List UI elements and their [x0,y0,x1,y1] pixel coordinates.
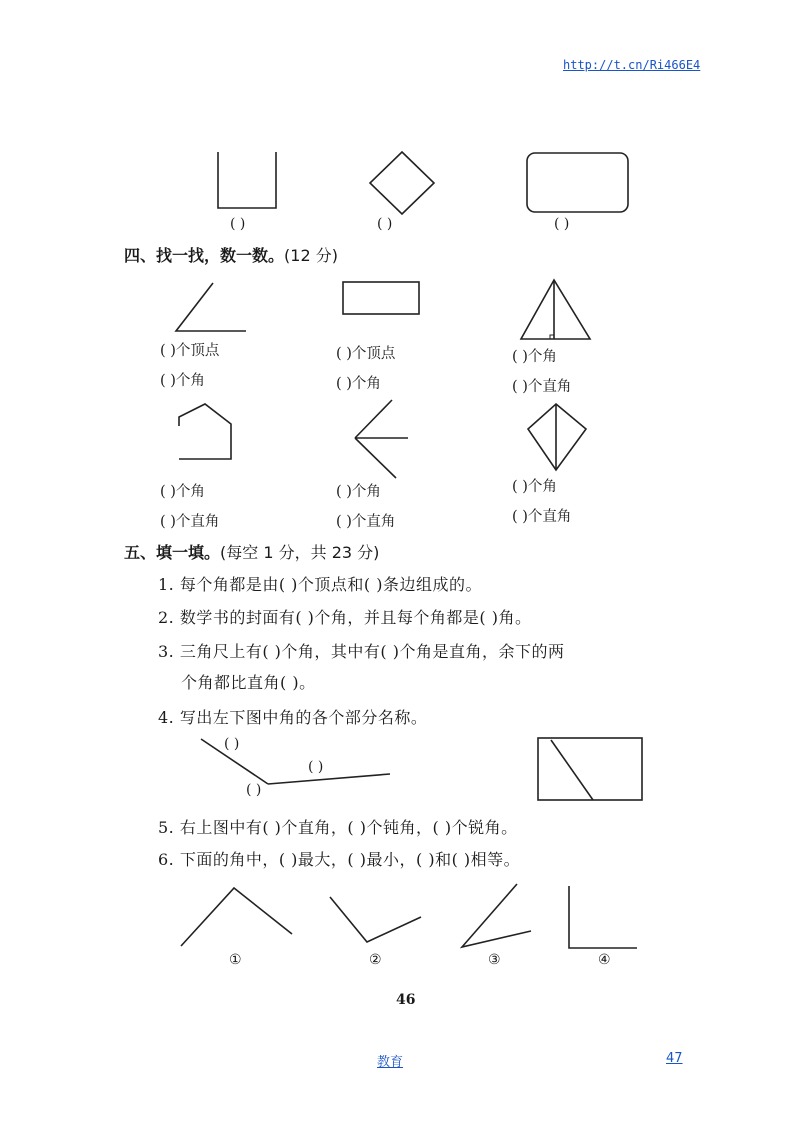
angle-2 [330,897,421,942]
top-paren-2: ( ) [377,216,393,232]
section4-heading [124,243,338,266]
section5-item-4: 4. 写出左下图中角的各个部分名称。 [158,708,428,727]
s4-figure-angle [176,283,246,331]
section5-item-6: 6. 下面的角中，( )最大，( )最小，( )和( )相等。 [158,850,521,869]
header-url[interactable]: http://t.cn/Ri466E4 [563,58,701,72]
s4-fig6-line1: ( )个角 [512,479,557,495]
section4-title: 四、找一找，数一数。 [124,246,285,265]
s4-fig4-line2: ( )个直角 [160,514,220,530]
s4-figure-pentagon [179,404,231,459]
angle-label-1: ① [229,952,242,968]
s4-figure-triangle [521,280,590,339]
angle-label-3: ③ [488,952,501,968]
footer-page-link[interactable]: 47 [666,1051,683,1066]
s4-fig2-line2: ( )个角 [336,376,381,392]
s4-fig1-line2: ( )个角 [160,373,205,389]
item5-figure-diagonal [551,740,593,800]
s4-figure-rectangle [343,282,419,314]
s4-figure-ray-down [355,438,396,478]
s4-figure-ray-left [355,400,392,438]
s4-fig5-line2: ( )个直角 [336,514,396,530]
angle-3 [462,884,531,947]
angle-part-blank-3: ( ) [246,782,262,798]
s4-fig4-line1: ( )个角 [160,484,205,500]
angle-1 [181,888,292,946]
s4-fig3-line1: ( )个角 [512,349,557,365]
top-paren-3: ( ) [554,216,570,232]
section5-title: 五、填一填。 [124,543,221,562]
s4-fig2-line1: ( )个顶点 [336,346,396,362]
top-figure-diamond [370,152,434,214]
s4-figure-kite [528,404,586,470]
section5-item-5: 5. 右上图中有( )个直角，( )个钝角，( )个锐角。 [158,818,518,837]
s4-fig5-line1: ( )个角 [336,484,381,500]
angle-part-blank-1: ( ) [224,736,240,752]
angle-4 [569,886,637,948]
footer-link[interactable]: 教育 [377,1055,404,1070]
section5-heading [124,540,379,563]
section5-item-3-cont: 个角都比直角( )。 [181,673,316,692]
page-number: 46 [396,992,416,1008]
s4-fig3-line2: ( )个直角 [512,379,572,395]
section5-score: (每空 1 分，共 23 分) [220,543,380,562]
top-paren-1: ( ) [230,216,246,232]
section5-item-1: 1. 每个角都是由( )个顶点和( )条边组成的。 [158,575,482,594]
item5-figure-rect [538,738,642,800]
section5-item-2: 2. 数学书的封面有( )个角，并且每个角都是( )角。 [158,608,532,627]
top-figure-rounded-rect [527,153,628,212]
section5-item-3: 3. 三角尺上有( )个角，其中有( )个角是直角，余下的两 [158,642,565,661]
angle-parts-side2 [268,774,390,784]
top-figure-square [218,152,276,208]
angle-label-4: ④ [598,952,611,968]
section4-score: (12 分) [284,246,338,265]
s4-fig1-line1: ( )个顶点 [160,343,220,359]
angle-label-2: ② [369,952,382,968]
angle-part-blank-2: ( ) [308,759,324,775]
s4-fig6-line2: ( )个直角 [512,509,572,525]
